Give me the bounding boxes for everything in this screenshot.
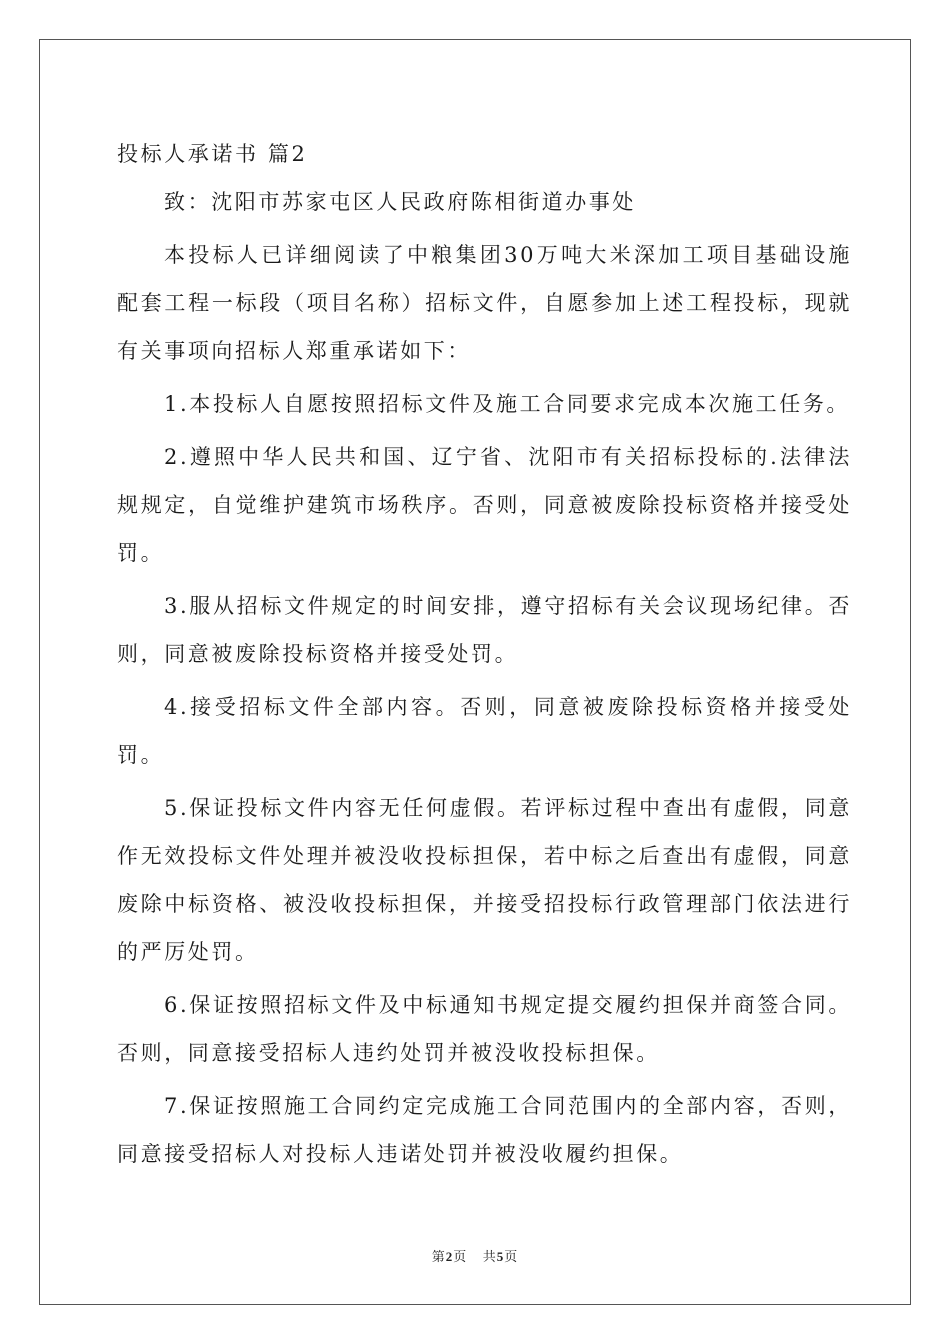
document-title: 投标人承诺书 篇2	[117, 142, 308, 166]
page-total: 5	[496, 1249, 505, 1264]
total-suffix: 页	[504, 1250, 519, 1265]
page-suffix: 页	[453, 1250, 468, 1265]
commitment-item-7: 7.保证按照施工合同约定完成施工合同范围内的全部内容，否则，同意接受招标人对投标人违诺处罚并被没收履约担保。	[117, 1094, 852, 1166]
page-footer	[0, 1246, 950, 1265]
commitment-item-2: 2.遵照中华人民共和国、辽宁省、沈阳市有关招标投标的.法律法规规定，自觉维护建筑市场秩序。否则，同意被废除投标资格并接受处罚。	[117, 445, 852, 565]
page-prefix: 第	[431, 1250, 446, 1265]
page-current: 2	[445, 1249, 454, 1264]
commitment-item-5: 5.保证投标文件内容无任何虚假。若评标过程中查出有虚假，同意作无效投标文件处理并被没收投标担保，若中标之后查出有虚假，同意废除中标资格、被没收投标担保，并接受招投标行政管理部门依法进行的严厉处罚。	[117, 796, 852, 964]
commitment-item-1: 1.本投标人自愿按照招标文件及施工合同要求完成本次施工任务。	[164, 392, 851, 416]
addressee: 致：沈阳市苏家屯区人民政府陈相街道办事处	[164, 190, 636, 214]
commitment-item-3: 3.服从招标文件规定的时间安排，遵守招标有关会议现场纪律。否则，同意被废除投标资格并接受处罚。	[117, 594, 852, 666]
commitment-item-4: 4.接受招标文件全部内容。否则，同意被废除投标资格并接受处罚。	[117, 695, 852, 767]
total-prefix: 共	[482, 1250, 497, 1265]
intro-paragraph: 本投标人已详细阅读了中粮集团30万吨大米深加工项目基础设施配套工程一标段（项目名称）招标文件，自愿参加上述工程投标，现就有关事项向招标人郑重承诺如下：	[117, 243, 852, 363]
document-body	[117, 130, 852, 1183]
commitment-item-6: 6.保证按照招标文件及中标通知书规定提交履约担保并商签合同。否则，同意接受招标人违约处罚并被没收投标担保。	[117, 993, 852, 1065]
